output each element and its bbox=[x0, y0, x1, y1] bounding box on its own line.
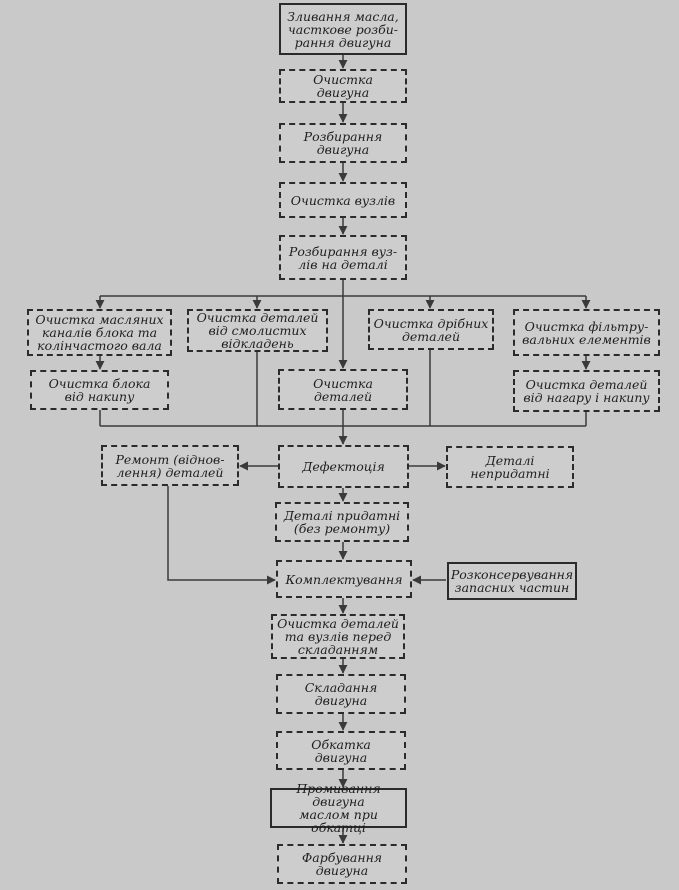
step-depreserve-spares: Розконсервування запасних частин bbox=[447, 562, 577, 600]
step-flush-engine: Промивання двигуна маслом при обкатці bbox=[270, 788, 407, 828]
step-clean-block-scale: Очистка блока від накипу bbox=[30, 370, 169, 410]
step-defect-inspection: Дефектоція bbox=[278, 445, 409, 488]
arrow-repair-to-kitting bbox=[168, 486, 275, 580]
step-clean-filter-elements: Очистка фільтру- вальних елементів bbox=[513, 309, 660, 356]
step-unusable-parts: Деталі непридатні bbox=[446, 446, 574, 488]
step-clean-parts: Очистка деталей bbox=[278, 369, 408, 410]
step-kitting: Комплектування bbox=[276, 560, 412, 598]
step-usable-parts: Деталі придатні (без ремонту) bbox=[275, 502, 409, 542]
step-paint-engine: Фарбування двигуна bbox=[277, 844, 407, 884]
step-drain-oil: Зливання масла, часткове розби- рання двигуна bbox=[279, 3, 407, 55]
step-run-in-engine: Обкатка двигуна bbox=[276, 731, 406, 770]
step-clean-carbon-scale: Очистка деталей від нагару і накипу bbox=[513, 370, 660, 412]
step-assemble-engine: Складання двигуна bbox=[276, 674, 406, 714]
step-clean-engine: Очистка двигуна bbox=[279, 69, 407, 103]
step-disassemble-units: Розбирання вуз- лів на деталі bbox=[279, 235, 407, 280]
step-clean-before-assembly: Очистка деталей та вузлів перед складанням bbox=[271, 614, 405, 659]
step-clean-small-parts: Очистка дрібних деталей bbox=[368, 309, 494, 350]
step-repair-parts: Ремонт (віднов- лення) деталей bbox=[101, 445, 239, 486]
step-clean-units: Очистка вузлів bbox=[279, 182, 407, 218]
step-disassemble-engine: Розбирання двигуна bbox=[279, 123, 407, 163]
step-clean-resin-deposits: Очистка деталей від смолистих відкладень bbox=[187, 309, 328, 352]
step-clean-oil-channels: Очистка масляних каналів блока та колінчастого вала bbox=[27, 309, 172, 356]
